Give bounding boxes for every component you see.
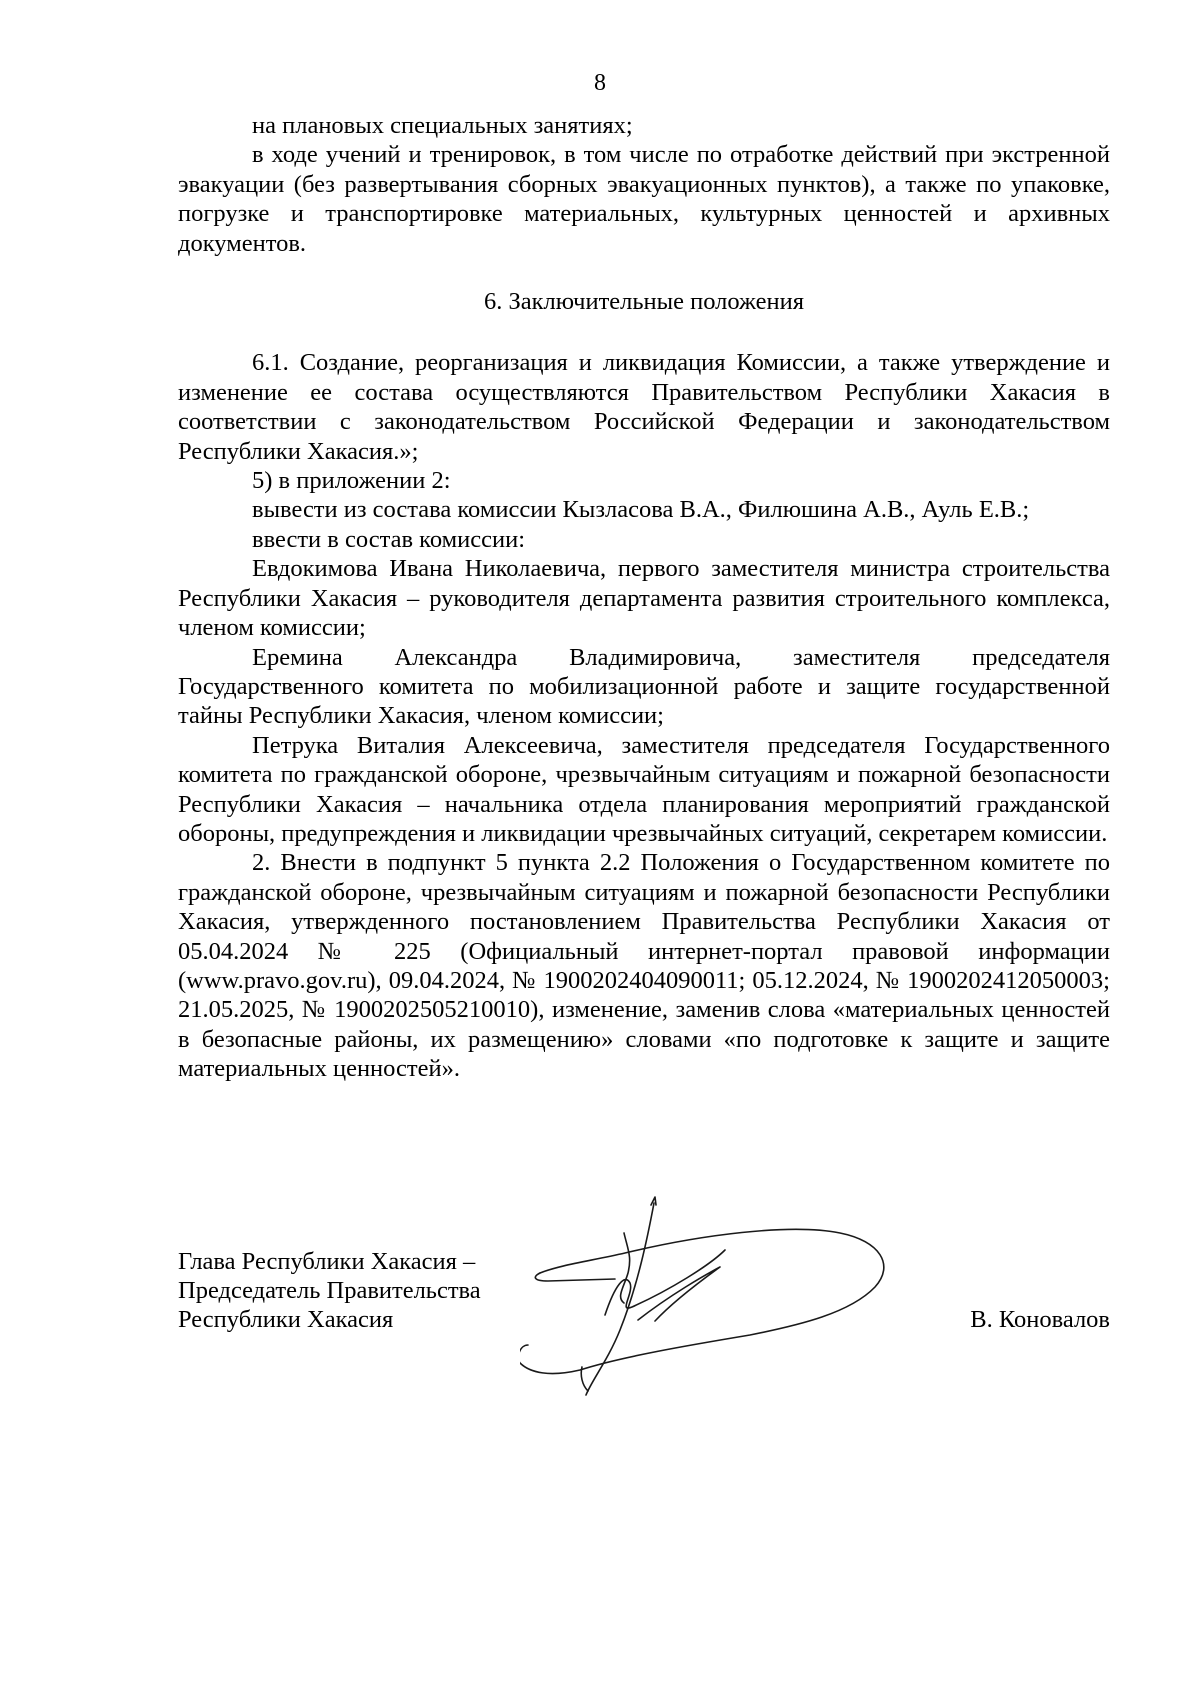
amendment-appendix-2: 5) в приложении 2:: [252, 467, 451, 495]
clause-6-1: 6.1. Создание, реорганизация и ликвидация Комиссии, а также утверждение и изменение ее состава осуществляются Правительством Республики Хакасия в соответствии с законодательством Российской Федерации и законодательством Республики Хакасия.»;: [178, 349, 1110, 465]
signer-title-line: Председатель Правительства: [178, 1277, 481, 1304]
clause-2: 2. Внести в подпункт 5 пункта 2.2 Положения о Государственном комитете по гражданской обороне, чрезвычайным ситуациям и пожарной безопасности Республики Хакасия, утвержденного постановлением Правительства Республики Хакасия от 05.04.2024 № 225 (Официальный интернет-портал правовой информации (www.pravo.gov.ru), 09.04.2024, № 1900202404090011; 05.12.2024, № 1900202412050003; 21.05.2025, № 1900202505210010), изменение, заменив слова «материальных ценностей в безопасные районы, их размещению» словами «по подготовке к защите и защите материальных ценностей».: [178, 849, 1110, 1083]
list-item-exercises: в ходе учений и тренировок, в том числе по отработке действий при экстренной эвакуации (без развертывания сборных эвакуационных пунктов), а также по упаковке, погрузке и транспортировке материальных, культурных ценностей и архивных документов.: [178, 141, 1110, 257]
handwritten-signature: [520, 1195, 960, 1415]
member-petruk: Петрука Виталия Алексеевича, заместителя председателя Государственного комитета по гражданской обороне, чрезвычайным ситуациям и пожарной безопасности Республики Хакасия – начальника отдела планирования мероприятий гражданской обороны, предупреждения и ликвидации чрезвычайных ситуаций, секретарем комиссии.: [178, 731, 1110, 847]
member-eremin: Еремина Александра Владимировича, заместителя председателя Государственного комитета по мобилизационной работе и защите государственной тайны Республики Хакасия, членом комиссии;: [178, 643, 1110, 730]
member-evdokimov: Евдокимова Ивана Николаевича, первого заместителя министра строительства Республики Хакасия – руководителя департамента развития строительного комплекса, членом комиссии;: [178, 555, 1110, 642]
remove-members: вывести из состава комиссии Кызласова В.А., Филюшина А.В., Ауль Е.В.;: [252, 496, 1030, 524]
signer-title-line: Республики Хакасия: [178, 1306, 394, 1333]
signer-name: В. Коновалов: [970, 1306, 1110, 1333]
add-members: ввести в состав комиссии:: [252, 525, 526, 553]
page-number: 8: [594, 70, 606, 96]
document-body: [178, 111, 1110, 1084]
signer-title: [178, 1247, 481, 1334]
signer-title-line: Глава Республики Хакасия –: [178, 1248, 476, 1275]
list-item-planned-classes: на плановых специальных занятиях;: [252, 112, 633, 139]
section-heading: 6. Заключительные положения: [483, 288, 804, 316]
